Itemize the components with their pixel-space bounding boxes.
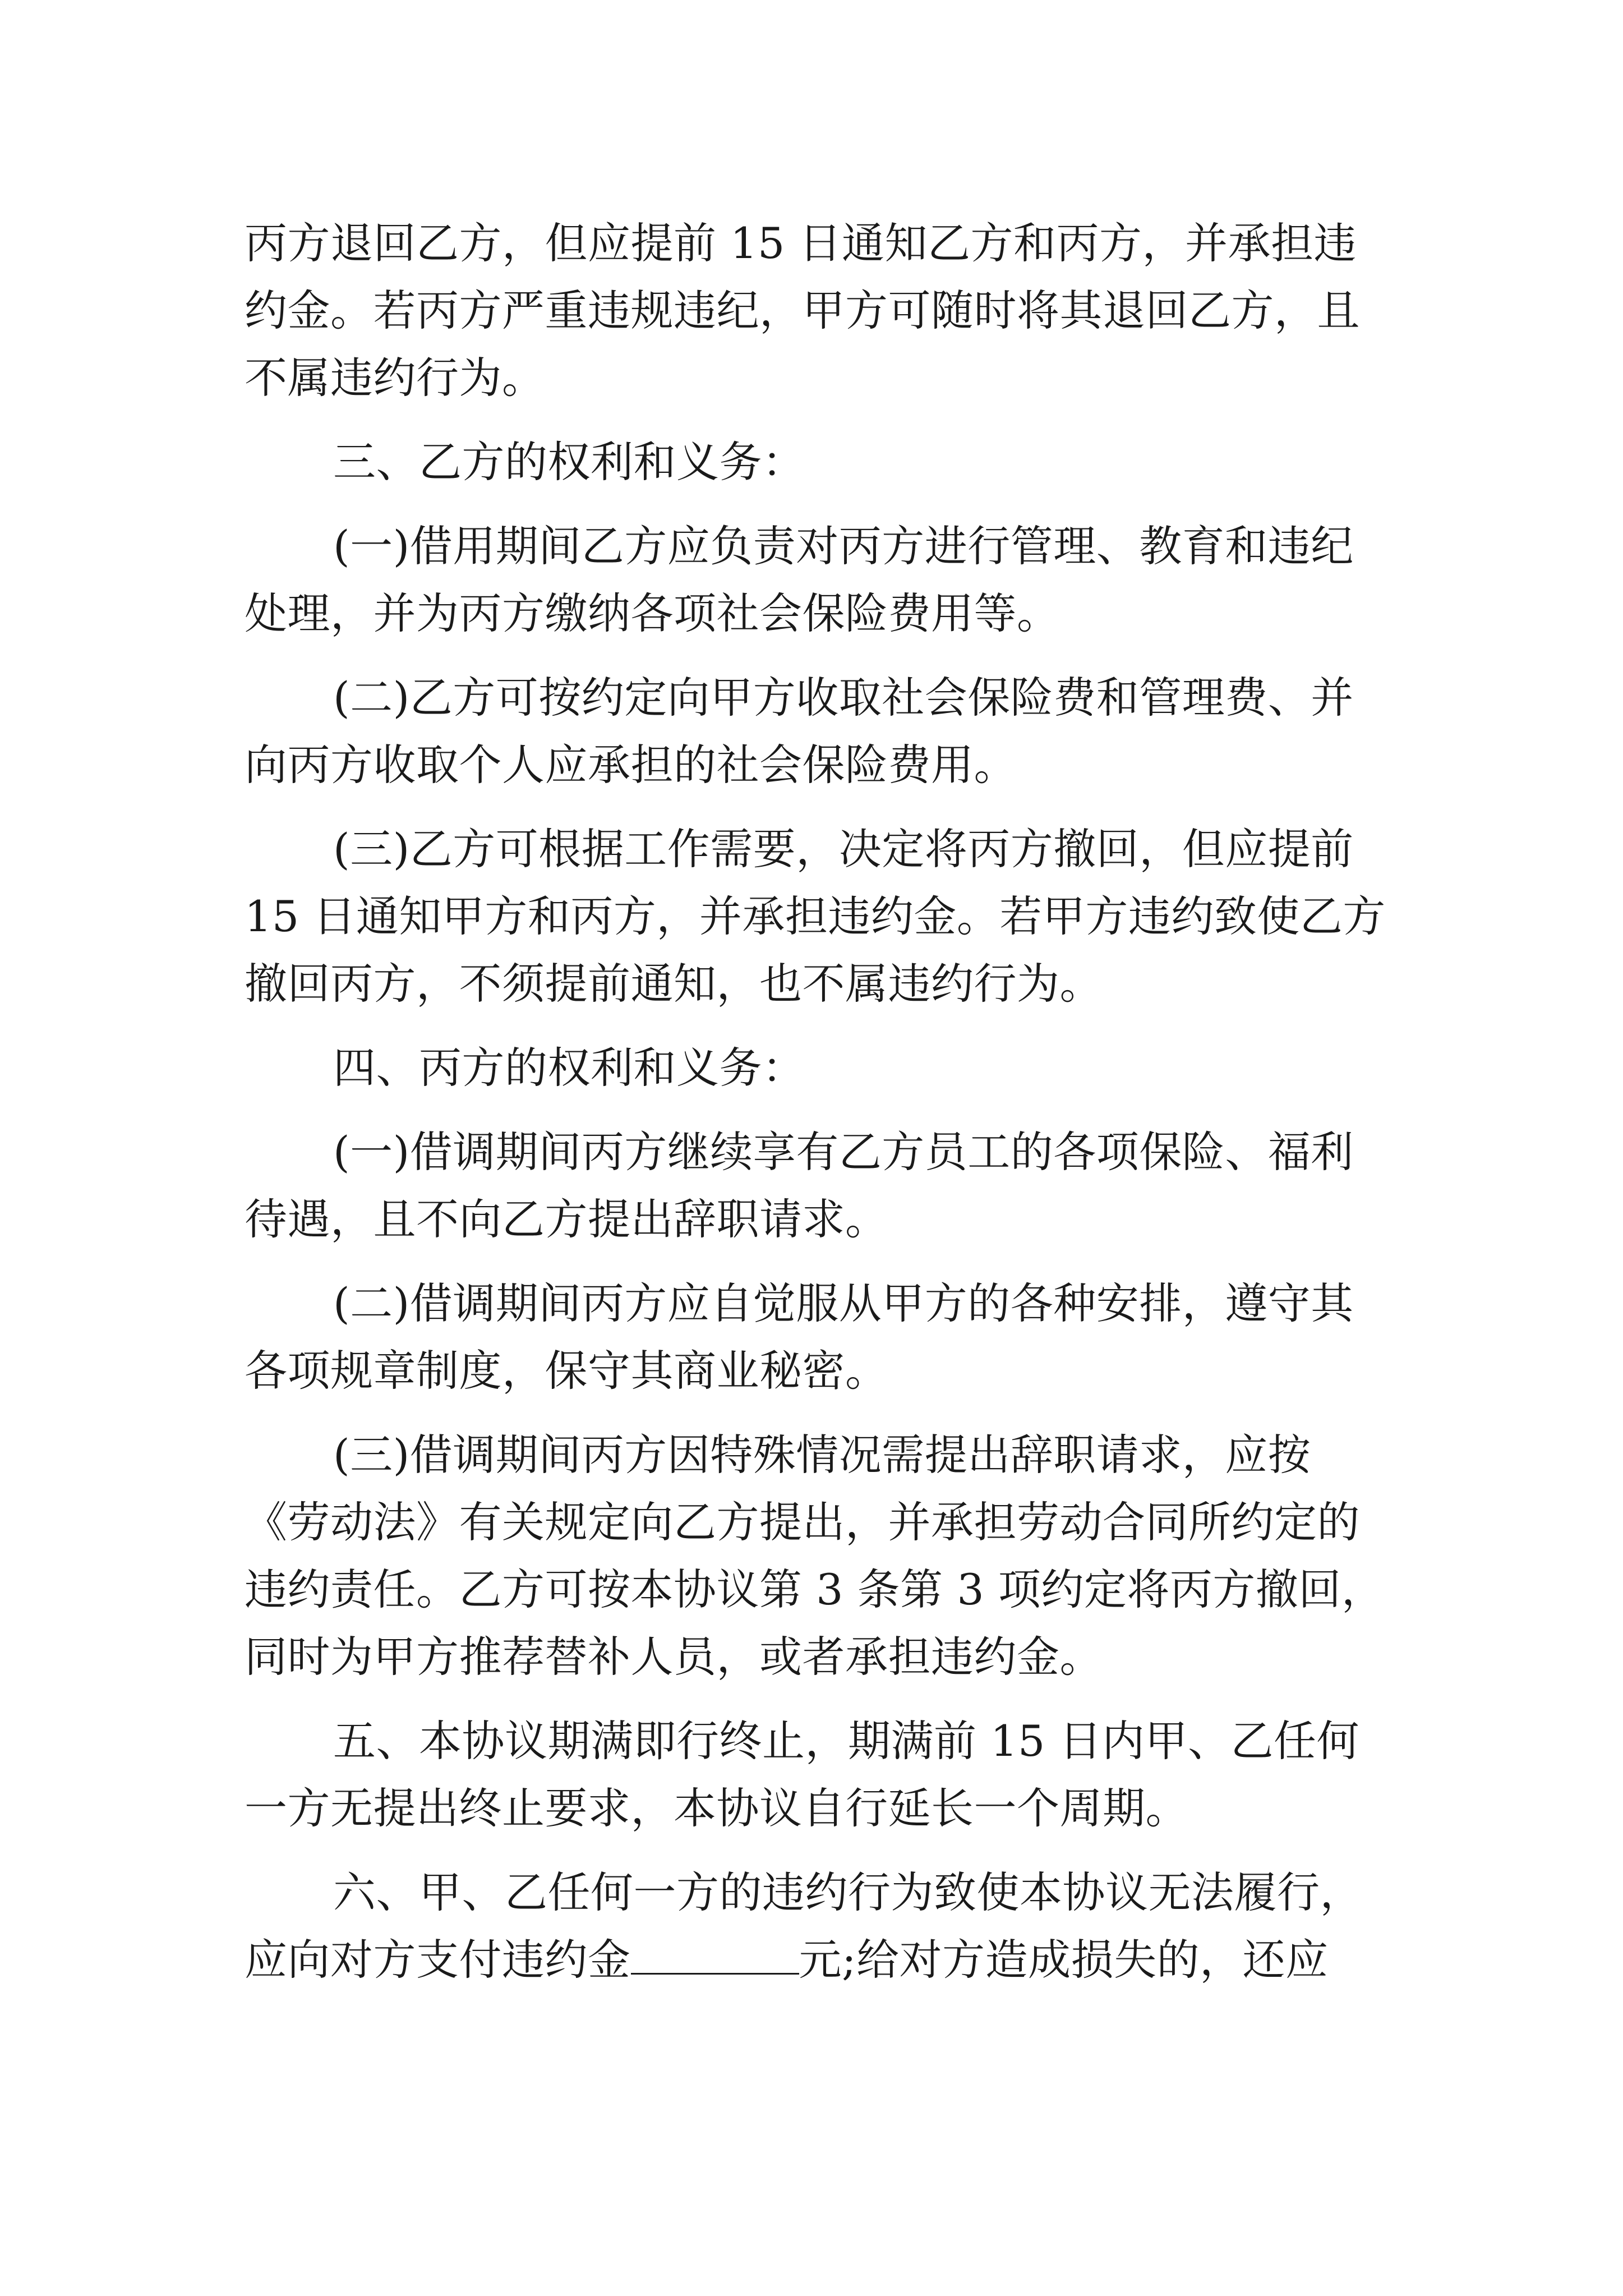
clause-3-3-line: 撤回丙方，不须提前通知，也不属违约行为。 (245, 959, 1103, 1009)
paragraph-line: 约金。若丙方严重违规违纪，甲方可随时将其退回乙方，且 (245, 286, 1360, 335)
clause-4-1-line: (一)借调期间丙方继续享有乙方员工的各项保险、福利 (333, 1127, 1354, 1177)
section-5-line: 五、本协议期满即行终止，期满前 15 日内甲、乙任何 (333, 1716, 1360, 1766)
clause-3-1-line: (一)借用期间乙方应负责对丙方进行管理、教育和违纪 (333, 521, 1354, 571)
clause-4-2-line: 各项规章制度，保守其商业秘密。 (245, 1346, 888, 1396)
clause-3-3-line: 15 日通知甲方和丙方，并承担违约金。若甲方违约致使乙方 (245, 891, 1386, 941)
clause-3-2-line: 向丙方收取个人应承担的社会保险费用。 (245, 740, 1017, 790)
paragraph-line: 丙方退回乙方，但应提前 15 日通知乙方和丙方，并承担违 (245, 218, 1357, 268)
clause-3-1-line: 处理，并为丙方缴纳各项社会保险费用等。 (245, 588, 1060, 638)
clause-4-3-line: (三)借调期间丙方因特殊情况需提出辞职请求，应按 (333, 1430, 1311, 1480)
clause-4-3-line: 同时为甲方推荐替补人员，或者承担违约金。 (245, 1632, 1103, 1682)
penalty-amount-blank (631, 1934, 799, 1975)
clause-4-3-line: 《劳动法》有关规定向乙方提出，并承担劳动合同所约定的 (245, 1497, 1360, 1547)
clause-4-3-line: 违约责任。乙方可按本协议第 3 条第 3 项约定将丙方撤回， (245, 1565, 1385, 1614)
section-4-heading: 四、丙方的权利和义务： (333, 1043, 805, 1093)
section-6-line (245, 1926, 1389, 1994)
document-body (245, 210, 1389, 1994)
clause-4-2-line: (二)借调期间丙方应自觉服从甲方的各种安排，遵守其 (333, 1278, 1354, 1328)
section-5-line: 一方无提出终止要求，本协议自行延长一个周期。 (245, 1783, 1188, 1833)
section-6-line: 六、甲、乙任何一方的违约行为致使本协议无法履行， (333, 1867, 1363, 1917)
clause-4-1-line: 待遇，且不向乙方提出辞职请求。 (245, 1194, 888, 1244)
section-3-heading: 三、乙方的权利和义务： (333, 437, 805, 487)
clause-3-2-line: (二)乙方可按约定向甲方收取社会保险费和管理费、并 (333, 673, 1354, 723)
paragraph-line: 不属违约行为。 (245, 353, 545, 403)
section-6-text-after-blank: 元;给对方造成损失的，还应 (799, 1935, 1329, 1985)
clause-3-3-line: (三)乙方可根据工作需要，决定将丙方撤回，但应提前 (333, 824, 1354, 874)
section-6-text-before-blank: 应向对方支付违约金 (245, 1935, 631, 1985)
